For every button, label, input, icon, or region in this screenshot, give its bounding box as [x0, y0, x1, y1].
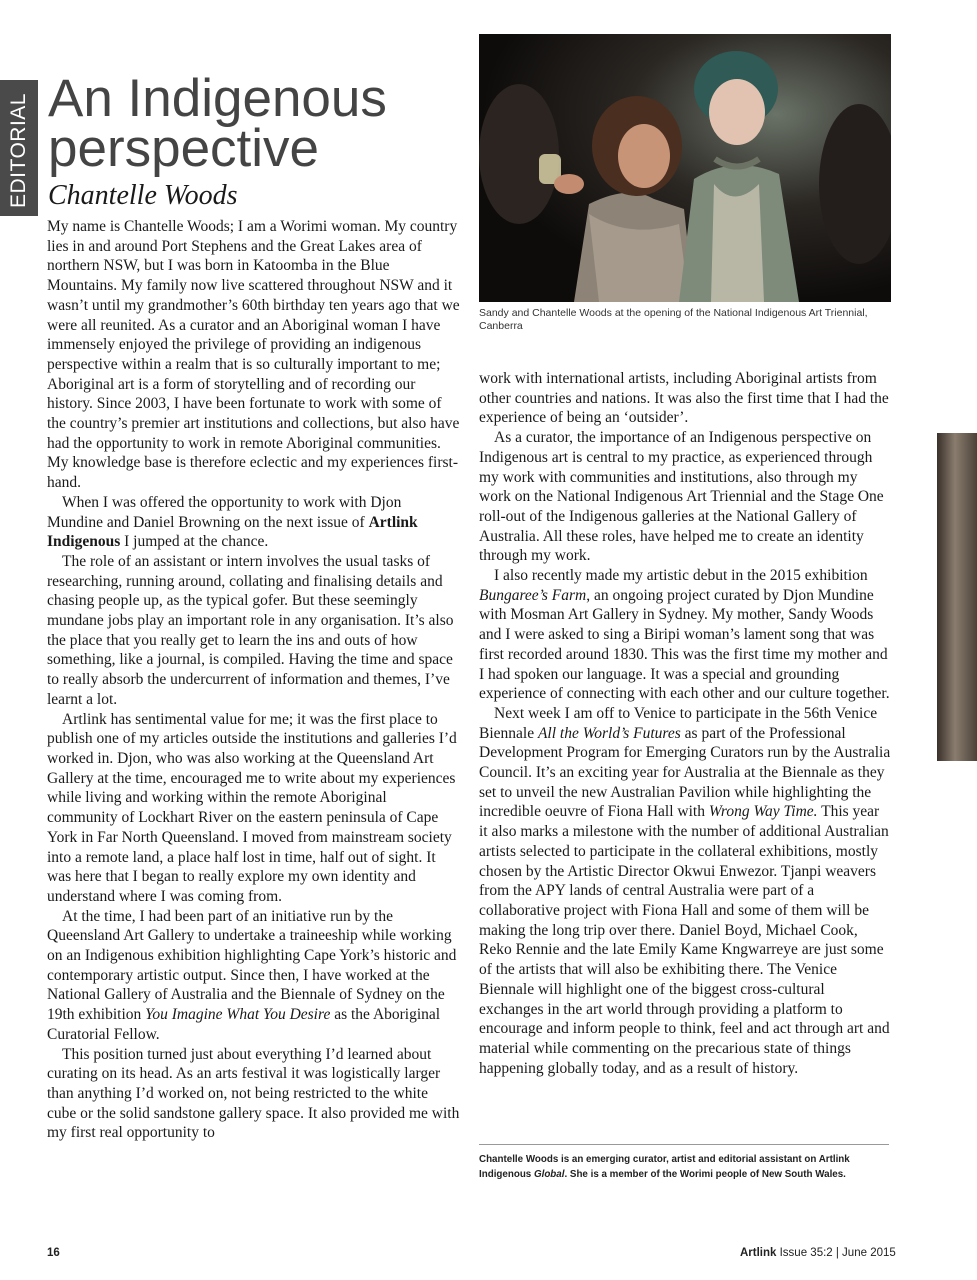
right-column	[479, 369, 891, 1078]
paragraph: This position turned just about everything I’d learned about curating on its head. As an arts festival it was logistically larger than anything I’d worked on, not being restricted to the white cube or the solid sandstone gallery space. It also provided me with my first real opportunity to	[47, 1045, 460, 1142]
article-title	[48, 69, 468, 178]
section-tab-label: EDITORIAL	[7, 93, 30, 208]
page-number: 16	[47, 1247, 60, 1259]
paragraph: My name is Chantelle Woods; I am a Worimi woman. My country lies in and around Port Stephens and the Great Lakes area of northern NSW, but I was born in Katoomba in the Blue Mountains. My family now live scattered throughout NSW and it wasn’t until my grandmother’s 60th birthday ten years ago that we were all reunited. As a curator and an Aboriginal woman I have immensely enjoyed the privilege of providing an indigenous perspective within a realm that is so culturally important to me; Aboriginal art is a form of storytelling and of recording our history. Since 2003, I have been fortunate to work with some of the country’s premier art institutions and collections, but also have had the opportunity to work in remote Aboriginal communities. My knowledge base is therefore eclectic and my experiences first-hand.	[47, 218, 460, 492]
paragraph: When I was offered the opportunity to work with Djon Mundine and Daniel Browning on the next issue of Artlink Indigenous I jumped at the chance.	[47, 493, 418, 551]
publication-footer	[740, 1247, 896, 1259]
title-line-1: An Indigenous	[48, 69, 387, 128]
paragraph: The role of an assistant or intern involves the usual tasks of researching, running around, collating and finalising details and chasing people up, as the typical gofer. But these seemingly mundane jobs play an important role in any organisation. It’s also the place that you really get to learn the ins and outs of how something, like a journal, is compiled. Having the time and space to really absorb the undercurrent of information and themes, I’ve learnt a lot.	[47, 552, 454, 708]
author-bio: Chantelle Woods is an emerging curator, artist and editorial assistant on Artlink Indigenous Global. She is a member of the Worimi people of New South Wales.	[479, 1154, 850, 1180]
edge-image-crop	[937, 433, 977, 761]
paragraph: At the time, I had been part of an initiative run by the Queensland Art Gallery to undertake a traineeship while working on an Indigenous exhibition highlighting Cape York’s historic and contemporary artistic output. Since then, I have worked at the National Gallery of Australia and the Biennale of Sydney on the 19th exhibition You Imagine What You Desire as the Aboriginal Curatorial Fellow.	[47, 907, 457, 1043]
left-column	[47, 217, 461, 1143]
author-byline: Chantelle Woods	[48, 180, 238, 211]
paragraph: work with international artists, including Aboriginal artists from other countries and nations. It was also the first time that I had the experience of being an ‘outsider’.	[479, 370, 889, 427]
publication-name: Artlink	[740, 1247, 777, 1259]
paragraph: As a curator, the importance of an Indigenous perspective on Indigenous art is central to my practice, as experienced through my work with communities and institutions, also through my work on the National Indigenous Art Triennial and the Stage One roll-out of the Indigenous galleries at the National Gallery of Australia. All these roles, have helped me to create an identity through my work.	[479, 429, 884, 565]
bio-divider	[479, 1144, 889, 1145]
issue-info: Issue 35:2 | June 2015	[776, 1247, 896, 1259]
section-tab	[0, 80, 38, 216]
photo-caption: Sandy and Chantelle Woods at the opening of the National Indigenous Art Triennial, Canberra	[479, 307, 868, 332]
paragraph: I also recently made my artistic debut in the 2015 exhibition Bungaree’s Farm, an ongoing project curated by Djon Mundine with Mosman Art Gallery in Sydney. My mother, Sandy Woods and I were asked to sing a Biripi woman’s lament song that was first recorded around 1830. This was the first time my mother and I had spoken our language. It was a special and grounding experience of connecting with each other and our culture together.	[479, 567, 890, 703]
title-line-2: perspective	[48, 119, 320, 178]
paragraph: Next week I am off to Venice to participate in the 56th Venice Biennale All the World’s Futures as part of the Professional Development Program for Emerging Curators run by the Australia Council. It’s an exciting year for Australia at the Biennale as they set to unveil the new Australian Pavilion while highlighting the incredible oeuvre of Fiona Hall with Wrong Way Time. This year it also marks a milestone with the number of additional Australian artists selected to participate in the collateral exhibitions, mostly chosen by the Artistic Director Okwui Enwezor. Tjanpi weavers from the APY lands of central Australia were part of a collaborative project with Fiona Hall and some of them will be making the long trip over there. Daniel Boyd, Michael Cook, Reko Rennie and the late Emily Kame Kngwarreye are just some of the artists that will also be exhibiting there. The Venice Biennale will highlight one of the biggest cross-cultural exchanges in the art world through providing a platform to encourage and inform people to think, feel and act through art and material while commenting on the precarious state of things happening globally today, and as a result of history.	[479, 704, 891, 1077]
paragraph: Artlink has sentimental value for me; it was the first place to publish one of my articles outside the institutions and galleries I’d worked in. Djon, who was also working at the Queensland Art Gallery at the time, encouraged me to write about my experiences while living and working within the remote Aboriginal community of Lockhart River on the eastern peninsula of Cape York in Far North Queensland. I moved from mainstream society into a remote land, a place half lost in time, half out of sight. It was here that I began to really explore my own identity and understand where I was coming from.	[47, 710, 457, 905]
article-photo	[479, 34, 891, 302]
photo-illustration	[479, 34, 891, 302]
